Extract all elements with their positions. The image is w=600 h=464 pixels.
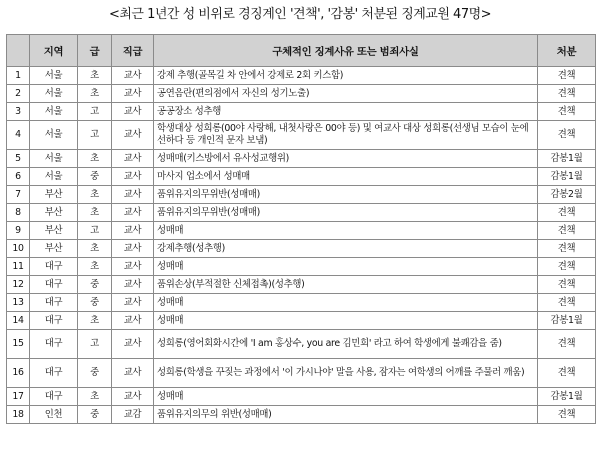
row-region: 서울 xyxy=(30,168,78,186)
table-row xyxy=(7,240,596,258)
row-reason: 성매매 xyxy=(154,258,538,276)
row-position: 교감 xyxy=(112,406,154,424)
row-penalty: 감봉1월 xyxy=(538,168,596,186)
row-reason: 공공장소 성추행 xyxy=(154,103,538,121)
row-level: 중 xyxy=(78,406,112,424)
row-level: 고 xyxy=(78,330,112,359)
table-row xyxy=(7,103,596,121)
row-region: 부산 xyxy=(30,204,78,222)
row-penalty: 견책 xyxy=(538,85,596,103)
table-row xyxy=(7,406,596,424)
row-no: 13 xyxy=(7,294,30,312)
row-reason: 성매매 xyxy=(154,222,538,240)
row-level: 초 xyxy=(78,67,112,85)
table-row xyxy=(7,186,596,204)
row-region: 부산 xyxy=(30,222,78,240)
row-level: 초 xyxy=(78,240,112,258)
table-row xyxy=(7,222,596,240)
row-level: 고 xyxy=(78,121,112,150)
row-penalty: 감봉1월 xyxy=(538,150,596,168)
table-row xyxy=(7,359,596,388)
row-position: 교사 xyxy=(112,330,154,359)
row-region: 대구 xyxy=(30,388,78,406)
row-no: 12 xyxy=(7,276,30,294)
row-position: 교사 xyxy=(112,186,154,204)
row-no: 4 xyxy=(7,121,30,150)
row-region: 대구 xyxy=(30,359,78,388)
header-level: 급 xyxy=(78,35,112,67)
row-level: 초 xyxy=(78,186,112,204)
table-row xyxy=(7,204,596,222)
row-level: 중 xyxy=(78,359,112,388)
row-no: 15 xyxy=(7,330,30,359)
row-position: 교사 xyxy=(112,258,154,276)
row-region: 대구 xyxy=(30,312,78,330)
row-level: 초 xyxy=(78,258,112,276)
row-reason: 강제추행(성추행) xyxy=(154,240,538,258)
row-position: 교사 xyxy=(112,121,154,150)
row-position: 교사 xyxy=(112,85,154,103)
header-reason: 구체적인 징계사유 또는 범죄사실 xyxy=(154,35,538,67)
row-region: 서울 xyxy=(30,150,78,168)
header-position: 직급 xyxy=(112,35,154,67)
row-region: 서울 xyxy=(30,103,78,121)
row-position: 교사 xyxy=(112,294,154,312)
row-level: 고 xyxy=(78,103,112,121)
row-no: 5 xyxy=(7,150,30,168)
table-header-row xyxy=(7,35,596,67)
table-row xyxy=(7,85,596,103)
row-penalty: 견책 xyxy=(538,222,596,240)
row-penalty: 견책 xyxy=(538,121,596,150)
row-reason: 성매매(키스방에서 유사성교행위) xyxy=(154,150,538,168)
row-reason: 품위유지의무위반(성매매) xyxy=(154,186,538,204)
row-no: 17 xyxy=(7,388,30,406)
row-position: 교사 xyxy=(112,240,154,258)
row-penalty: 견책 xyxy=(538,240,596,258)
row-position: 교사 xyxy=(112,168,154,186)
row-region: 대구 xyxy=(30,258,78,276)
row-region: 서울 xyxy=(30,121,78,150)
table-row xyxy=(7,276,596,294)
row-reason: 성매매 xyxy=(154,294,538,312)
row-penalty: 견책 xyxy=(538,330,596,359)
row-level: 중 xyxy=(78,276,112,294)
row-penalty: 견책 xyxy=(538,359,596,388)
header-region: 지역 xyxy=(30,35,78,67)
row-position: 교사 xyxy=(112,204,154,222)
row-level: 초 xyxy=(78,85,112,103)
row-penalty: 견책 xyxy=(538,204,596,222)
header-no xyxy=(7,35,30,67)
table-row xyxy=(7,330,596,359)
row-reason: 품위손상(부적절한 신체접촉)(성추행) xyxy=(154,276,538,294)
row-reason: 공연음란(편의점에서 자신의 성기노출) xyxy=(154,85,538,103)
table-row xyxy=(7,294,596,312)
table-row xyxy=(7,168,596,186)
row-reason: 강제 추행(골목길 차 안에서 강제로 2회 키스함) xyxy=(154,67,538,85)
row-position: 교사 xyxy=(112,388,154,406)
row-penalty: 견책 xyxy=(538,406,596,424)
row-penalty: 감봉1월 xyxy=(538,312,596,330)
table-row xyxy=(7,312,596,330)
row-penalty: 견책 xyxy=(538,294,596,312)
table-row xyxy=(7,121,596,150)
row-no: 18 xyxy=(7,406,30,424)
row-region: 부산 xyxy=(30,186,78,204)
table-row xyxy=(7,258,596,276)
row-penalty: 견책 xyxy=(538,258,596,276)
row-region: 부산 xyxy=(30,240,78,258)
row-region: 대구 xyxy=(30,276,78,294)
row-no: 8 xyxy=(7,204,30,222)
row-no: 9 xyxy=(7,222,30,240)
row-reason: 마사지 업소에서 성매매 xyxy=(154,168,538,186)
row-region: 대구 xyxy=(30,294,78,312)
row-penalty: 견책 xyxy=(538,67,596,85)
row-position: 교사 xyxy=(112,276,154,294)
page-title: <최근 1년간 성 비위로 경징계인 '견책', '감봉' 처분된 징계교원 47명> xyxy=(108,7,492,22)
row-reason: 품위유지의무위반(성매매) xyxy=(154,204,538,222)
row-level: 고 xyxy=(78,222,112,240)
row-penalty: 감봉1월 xyxy=(538,388,596,406)
row-region: 서울 xyxy=(30,67,78,85)
row-no: 10 xyxy=(7,240,30,258)
row-reason: 학생대상 성희롱(00야 사랑해, 내첫사랑은 00야 등) 및 여교사 대상 성희롱(선생님 모습이 눈에 선하다 등 개인적 문자 보냄) xyxy=(154,121,538,150)
row-reason: 성매매 xyxy=(154,312,538,330)
row-position: 교사 xyxy=(112,222,154,240)
row-region: 대구 xyxy=(30,330,78,359)
row-level: 초 xyxy=(78,388,112,406)
table-row xyxy=(7,67,596,85)
row-region: 서울 xyxy=(30,85,78,103)
row-no: 3 xyxy=(7,103,30,121)
row-position: 교사 xyxy=(112,103,154,121)
row-level: 초 xyxy=(78,150,112,168)
row-no: 1 xyxy=(7,67,30,85)
row-position: 교사 xyxy=(112,312,154,330)
row-level: 초 xyxy=(78,204,112,222)
row-reason: 성희롱(영어회화시간에 'I am 홍상수, you are 김민희' 라고 하여 학생에게 불쾌감을 줌) xyxy=(154,330,538,359)
row-position: 교사 xyxy=(112,67,154,85)
row-level: 중 xyxy=(78,168,112,186)
row-reason: 품위유지의무의 위반(성매매) xyxy=(154,406,538,424)
row-no: 11 xyxy=(7,258,30,276)
row-no: 16 xyxy=(7,359,30,388)
row-no: 6 xyxy=(7,168,30,186)
row-penalty: 감봉2월 xyxy=(538,186,596,204)
table-row xyxy=(7,150,596,168)
row-reason: 성매매 xyxy=(154,388,538,406)
row-level: 초 xyxy=(78,312,112,330)
row-penalty: 견책 xyxy=(538,103,596,121)
row-no: 7 xyxy=(7,186,30,204)
row-no: 2 xyxy=(7,85,30,103)
row-region: 인천 xyxy=(30,406,78,424)
table-row xyxy=(7,388,596,406)
row-reason: 성희롱(학생을 꾸짖는 과정에서 '이 가시나야' 말을 사용, 잠자는 여학생의 어깨를 주물러 깨움) xyxy=(154,359,538,388)
row-level: 중 xyxy=(78,294,112,312)
row-no: 14 xyxy=(7,312,30,330)
row-penalty: 견책 xyxy=(538,276,596,294)
row-position: 교사 xyxy=(112,359,154,388)
row-position: 교사 xyxy=(112,150,154,168)
disciplinary-table xyxy=(6,34,596,424)
header-penalty: 처분 xyxy=(538,35,596,67)
